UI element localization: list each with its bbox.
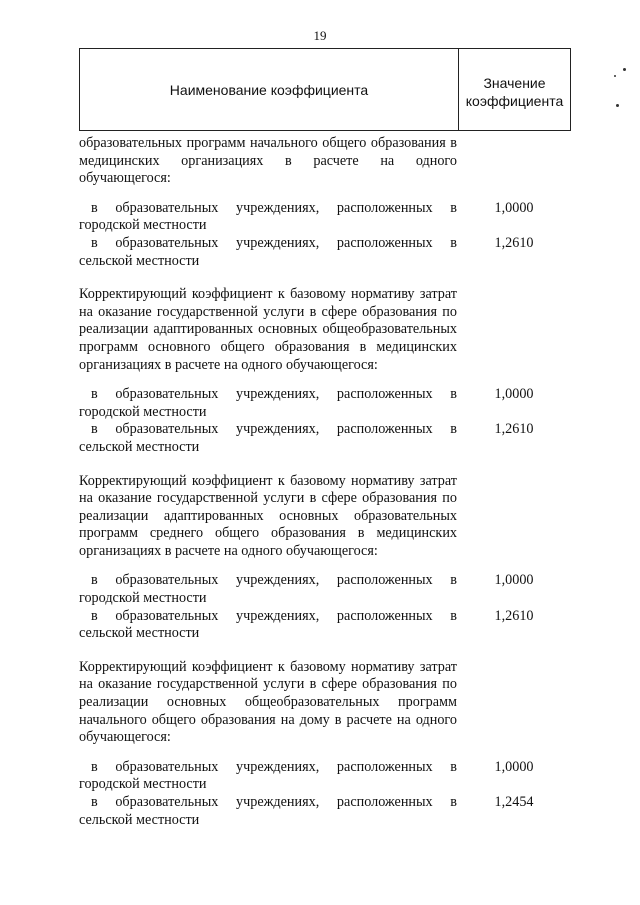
- table-row: [79, 572, 571, 607]
- page-number: 19: [313, 28, 327, 43]
- scan-speck: [616, 104, 619, 107]
- table-row: [79, 794, 571, 829]
- row-value-rural: 1,2610: [494, 607, 534, 624]
- row-label-urban: в образовательных учреждениях, расположенных в городской местности: [79, 386, 457, 420]
- table-row: [79, 608, 571, 643]
- row-value-rural: 1,2610: [494, 234, 534, 251]
- table-header: [79, 48, 571, 131]
- table-row: [79, 421, 571, 456]
- scan-speck: [623, 68, 626, 71]
- row-label-urban: в образовательных учреждениях, расположенных в городской местности: [79, 199, 457, 234]
- row-label-rural: в образовательных учреждениях, расположенных в сельской местности: [79, 421, 457, 455]
- coefficient-description: Корректирующий коэффициент к базовому нормативу затрат на оказание государственной услуги в сфере образования по реализации адаптированных основных общеобразовательных программ основного общего образования в медицинских организациях в расчете на одного обучающегося:: [79, 286, 457, 373]
- row-label-rural: в образовательных учреждениях, расположенных в сельской местности: [79, 794, 457, 828]
- coefficient-description: образовательных программ начального общего образования в медицинских организациях в расчете на одного обучающегося:: [79, 135, 457, 187]
- row-value-rural: 1,2610: [494, 421, 534, 438]
- table-row: [79, 200, 571, 235]
- column-header-value-line1: Значение: [483, 74, 546, 91]
- column-header-name: Наименование коэффициента: [80, 49, 459, 130]
- scan-speck: [614, 75, 616, 77]
- row-label-rural: в образовательных учреждениях, расположенных в сельской местности: [79, 607, 457, 642]
- coefficient-description: Корректирующий коэффициент к базовому нормативу затрат на оказание государственной услуги в сфере образования по реализации адаптированных основных образовательных программ среднего общего образования в медицинских организациях в расчете на одного обучающегося:: [79, 472, 457, 559]
- column-header-value: [459, 49, 570, 130]
- table-row: [79, 759, 571, 794]
- coefficient-table-body: [79, 135, 571, 829]
- row-value-urban: 1,0000: [494, 758, 534, 775]
- row-value-urban: 1,0000: [494, 386, 534, 403]
- row-label-rural: в образовательных учреждениях, расположенных в сельской местности: [79, 234, 457, 269]
- row-value-rural: 1,2454: [494, 794, 534, 810]
- row-label-urban: в образовательных учреждениях, расположенных в городской местности: [79, 572, 457, 607]
- table-row: [79, 386, 571, 421]
- coefficient-description: Корректирующий коэффициент к базовому нормативу затрат на оказание государственной услуги в сфере образования по реализации основных общеобразовательных программ начального общего образования на дому в расчете на одного обучающегося:: [79, 658, 457, 746]
- column-header-value-line2: коэффициента: [465, 92, 564, 109]
- row-value-urban: 1,0000: [494, 199, 534, 216]
- row-label-urban: в образовательных учреждениях, расположенных в городской местности: [79, 758, 457, 793]
- table-row: [79, 235, 571, 270]
- row-value-urban: 1,0000: [494, 572, 534, 589]
